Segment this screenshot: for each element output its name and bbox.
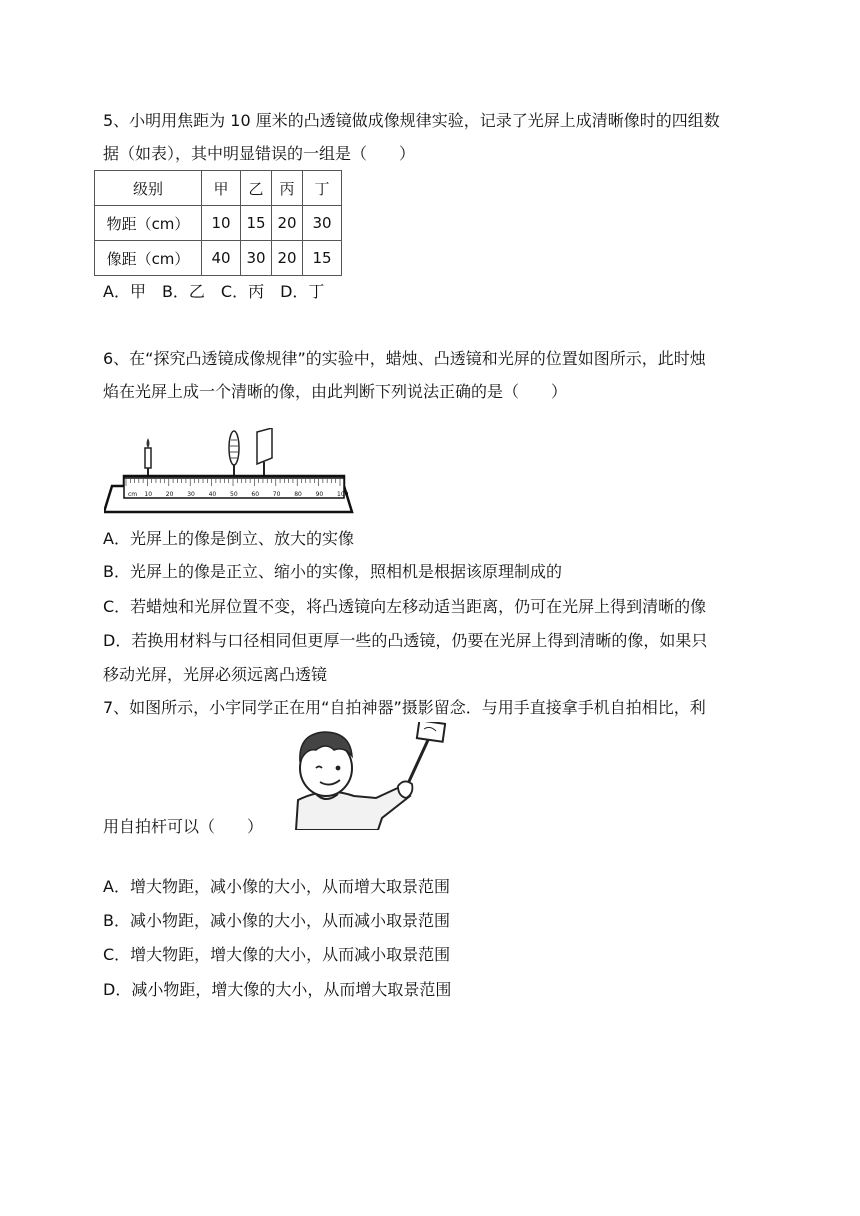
q7-option-c: C．增大物距，增大像的大小，从而减小取景范围 <box>103 945 451 964</box>
q6-option-d-line2: 移动光屏，光屏必须远离凸透镜 <box>103 665 328 684</box>
q5-stem-line1: 5、小明用焦距为 10 厘米的凸透镜做成像规律实验，记录了光屏上成清晰像时的四组数 <box>103 111 720 130</box>
scale-tick-label: 90 <box>315 491 324 498</box>
q5-options: A．甲 B．乙 C．丙 D．丁 <box>103 282 325 301</box>
scale-tick-label: 70 <box>272 491 281 498</box>
table-row <box>95 206 342 241</box>
light-screen-icon <box>257 428 272 476</box>
scale-tick-label: 60 <box>251 491 260 498</box>
scale-unit-label: cm <box>128 491 138 498</box>
scale-tick-label: 50 <box>230 491 238 498</box>
q6-option-c: C．若蜡烛和光屏位置不变，将凸透镜向左移动适当距离，仍可在光屏上得到清晰的像 <box>103 597 707 616</box>
table-cell: 15 <box>241 206 272 241</box>
table-cell: 20 <box>272 206 303 241</box>
q6-option-a: A．光屏上的像是倒立、放大的实像 <box>103 529 354 548</box>
table-cell: 30 <box>303 206 342 241</box>
q7-option-a: A．增大物距，减小像的大小，从而增大取景范围 <box>103 877 450 896</box>
table-cell: 级别 <box>95 171 202 206</box>
scale-tick-label: 40 <box>208 491 217 498</box>
table-cell: 物距（cm） <box>95 206 202 241</box>
q6-stem-line2: 焰在光屏上成一个清晰的像，由此判断下列说法正确的是（ ） <box>103 382 568 401</box>
selfie-stick-icon <box>406 722 445 788</box>
scale-tick-label: 10 <box>144 491 153 498</box>
q6-option-b: B．光屏上的像是正立、缩小的实像，照相机是根据该原理制成的 <box>103 562 562 581</box>
q5-stem-line2: 据（如表），其中明显错误的一组是（ ） <box>103 144 416 163</box>
table-cell: 20 <box>272 241 303 276</box>
table-cell: 15 <box>303 241 342 276</box>
table-header-row <box>95 171 342 206</box>
q7-stem-line1: 7、如图所示，小宇同学正在用“自拍神器”摄影留念．与用手直接拿手机自拍相比，利 <box>103 698 706 717</box>
table-cell: 像距（cm） <box>95 241 202 276</box>
convex-lens-icon <box>229 431 239 476</box>
scale-tick-label: 20 <box>165 491 174 498</box>
table-cell: 甲 <box>202 171 241 206</box>
q7-option-b: B．减小物距，减小像的大小，从而减小取景范围 <box>103 911 450 930</box>
q5-data-table <box>94 170 342 276</box>
q7-stem-line2: 用自拍杆可以（ ） <box>103 817 264 836</box>
scale-tick-label: 100 <box>337 491 349 498</box>
candle-icon <box>145 438 151 476</box>
table-cell: 30 <box>241 241 272 276</box>
q6-stem-line1: 6、在“探究凸透镜成像规律”的实验中，蜡烛、凸透镜和光屏的位置如图所示，此时烛 <box>103 349 706 368</box>
table-row <box>95 241 342 276</box>
scale-tick-label: 80 <box>294 491 302 498</box>
q6-option-d-line1: D．若换用材料与口径相同但更厚一些的凸透镜，仍要在光屏上得到清晰的像，如果只 <box>103 631 708 650</box>
bench-ruler <box>104 476 352 512</box>
table-cell: 10 <box>202 206 241 241</box>
optical-bench-figure <box>104 428 354 514</box>
table-cell: 乙 <box>241 171 272 206</box>
table-cell: 丁 <box>303 171 342 206</box>
q7-option-d: D．减小物距，增大像的大小，从而增大取景范围 <box>103 980 452 999</box>
table-cell: 40 <box>202 241 241 276</box>
boy-head-icon <box>300 732 352 796</box>
selfie-boy-illustration <box>286 722 446 830</box>
scale-tick-label: 30 <box>187 491 195 498</box>
table-cell: 丙 <box>272 171 303 206</box>
